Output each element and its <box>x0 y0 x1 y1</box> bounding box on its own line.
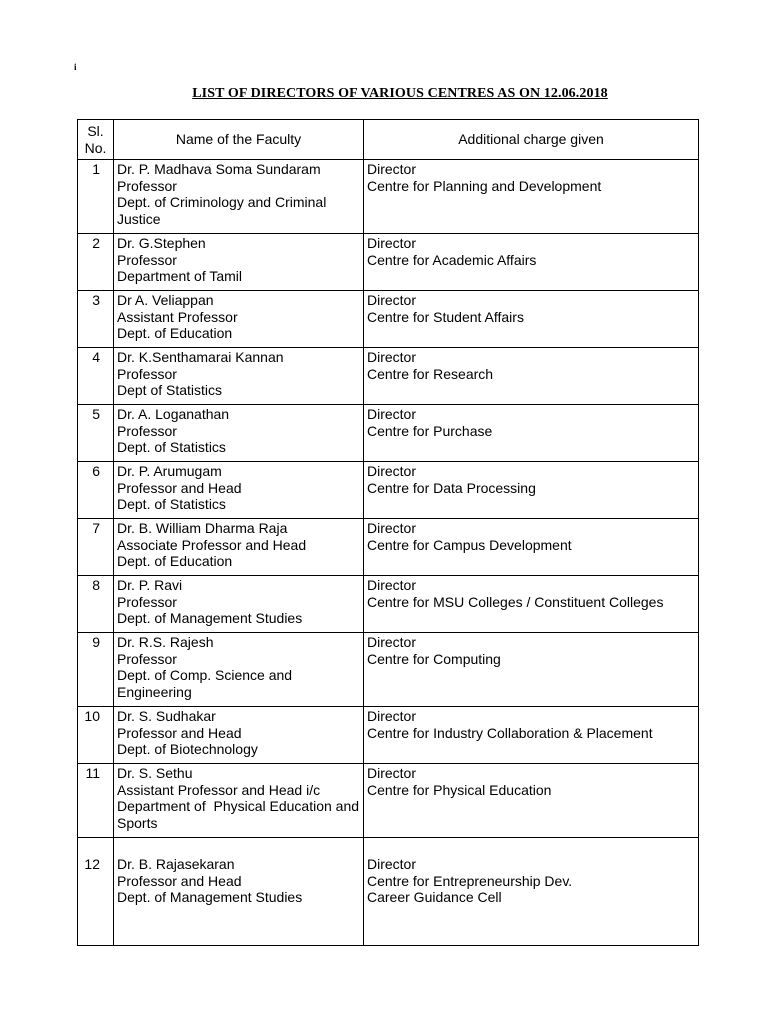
faculty-name: Dr. P. Ravi <box>117 577 183 593</box>
row-charge <box>364 405 699 462</box>
faculty-name: Dr. S. Sethu <box>117 765 193 781</box>
faculty-name: Dr. P. Madhava Soma Sundaram <box>117 161 321 177</box>
faculty-department: Dept. of Education <box>117 325 233 342</box>
table-row <box>78 291 699 348</box>
charge-title: Director <box>367 349 417 365</box>
charge-centre: Centre for MSU Colleges / Constituent Colleges <box>367 593 664 610</box>
faculty-name: Dr. A. Loganathan <box>117 406 230 422</box>
faculty-department: Dept. of Criminology and Criminal Justice <box>117 194 327 228</box>
row-faculty <box>114 707 364 764</box>
row-charge <box>364 519 699 576</box>
faculty-name: Dr. S. Sudhakar <box>117 708 216 724</box>
table-row <box>78 707 699 764</box>
row-sl: 6 <box>78 462 114 519</box>
row-sl: 2 <box>78 234 114 291</box>
row-charge <box>364 234 699 291</box>
table-row <box>78 405 699 462</box>
faculty-designation: Professor and Head <box>117 872 242 889</box>
table-row <box>78 633 699 707</box>
faculty-name: Dr. B. Rajasekaran <box>117 856 235 872</box>
faculty-designation: Associate Professor and Head <box>117 536 307 553</box>
row-faculty <box>114 838 364 946</box>
faculty-department: Dept. of Education <box>117 553 233 570</box>
charge-centre: Centre for Planning and Development <box>367 177 602 194</box>
document-title: LIST OF DIRECTORS OF VARIOUS CENTRES AS ON 12.06.2018 <box>192 86 608 101</box>
row-sl: 9 <box>78 633 114 707</box>
row-faculty <box>114 160 364 234</box>
table-row <box>78 519 699 576</box>
faculty-name: Dr. K.Senthamarai Kannan <box>117 349 284 365</box>
row-sl: 7 <box>78 519 114 576</box>
table-row <box>78 764 699 838</box>
charge-title: Director <box>367 406 417 422</box>
table-row <box>78 348 699 405</box>
charge-centre: Centre for Industry Collaboration & Placement <box>367 724 653 741</box>
row-charge <box>364 576 699 633</box>
row-charge <box>364 291 699 348</box>
faculty-department: Dept. of Management Studies <box>117 610 303 627</box>
header-sl-no <box>78 120 114 160</box>
table-body <box>78 160 699 946</box>
row-sl: 12 <box>78 838 114 946</box>
row-charge <box>364 348 699 405</box>
faculty-name: Dr. R.S. Rajesh <box>117 634 214 650</box>
faculty-name: Dr. G.Stephen <box>117 235 206 251</box>
row-sl: 4 <box>78 348 114 405</box>
faculty-designation: Professor <box>117 422 177 439</box>
faculty-department: Department of Physical Education and Sports <box>117 798 375 832</box>
charge-title: Director <box>367 520 417 536</box>
faculty-name: Dr. B. William Dharma Raja <box>117 520 288 536</box>
charge-centre: Centre for Campus Development <box>367 536 572 553</box>
charge-extra: Career Guidance Cell <box>367 889 502 906</box>
charge-title: Director <box>367 235 417 251</box>
row-sl: 10 <box>78 707 114 764</box>
header-sl-line2: No. <box>84 139 107 156</box>
faculty-designation: Professor <box>117 365 177 382</box>
charge-centre: Centre for Computing <box>367 650 501 667</box>
charge-centre: Centre for Physical Education <box>367 781 552 798</box>
charge-title: Director <box>367 708 417 724</box>
row-faculty <box>114 348 364 405</box>
row-sl: 11 <box>78 764 114 838</box>
table-row <box>78 838 699 946</box>
charge-title: Director <box>367 292 417 308</box>
row-faculty <box>114 234 364 291</box>
row-sl: 8 <box>78 576 114 633</box>
faculty-department: Dept of Statistics <box>117 382 223 399</box>
charge-centre: Centre for Data Processing <box>367 479 536 496</box>
faculty-department: Dept. of Statistics <box>117 496 226 513</box>
charge-centre: Centre for Academic Affairs <box>367 251 537 268</box>
charge-centre: Centre for Entrepreneurship Dev. <box>367 872 573 889</box>
header-sl-line1: Sl. <box>87 122 104 139</box>
charge-centre: Centre for Purchase <box>367 422 493 439</box>
charge-centre: Centre for Research <box>367 365 494 382</box>
faculty-department: Dept. of Management Studies <box>117 889 303 906</box>
charge-title: Director <box>367 634 417 650</box>
faculty-designation: Assistant Professor and Head i/c <box>117 781 321 798</box>
faculty-designation: Assistant Professor <box>117 308 238 325</box>
charge-title: Director <box>367 577 417 593</box>
faculty-designation: Professor <box>117 177 177 194</box>
faculty-designation: Professor and Head <box>117 724 242 741</box>
charge-title: Director <box>367 463 417 479</box>
row-sl: 5 <box>78 405 114 462</box>
table-row <box>78 234 699 291</box>
table-row <box>78 160 699 234</box>
row-faculty <box>114 576 364 633</box>
table-header <box>78 120 699 160</box>
faculty-department: Dept. of Biotechnology <box>117 741 258 758</box>
row-faculty <box>114 462 364 519</box>
charge-title: Director <box>367 856 417 872</box>
row-charge <box>364 838 699 946</box>
faculty-designation: Professor and Head <box>117 479 242 496</box>
row-charge <box>364 160 699 234</box>
faculty-department: Department of Tamil <box>117 268 243 285</box>
corner-mark: i <box>74 62 77 72</box>
row-faculty <box>114 291 364 348</box>
directors-table <box>77 119 699 946</box>
table-row <box>78 462 699 519</box>
row-faculty <box>114 633 364 707</box>
faculty-designation: Professor <box>117 251 177 268</box>
header-name: Name of the Faculty <box>114 120 364 160</box>
row-faculty <box>114 764 375 838</box>
faculty-designation: Professor <box>117 593 177 610</box>
charge-title: Director <box>367 765 417 781</box>
faculty-department: Dept. of Comp. Science and Engineering <box>117 667 293 701</box>
row-charge <box>364 707 699 764</box>
header-charge: Additional charge given <box>364 120 699 160</box>
row-sl: 3 <box>78 291 114 348</box>
table-row <box>78 576 699 633</box>
row-sl: 1 <box>78 160 114 234</box>
faculty-name: Dr A. Veliappan <box>117 292 214 308</box>
row-charge <box>364 633 699 707</box>
faculty-designation: Professor <box>117 650 177 667</box>
row-faculty <box>114 405 364 462</box>
row-faculty <box>114 519 364 576</box>
charge-title: Director <box>367 161 417 177</box>
faculty-department: Dept. of Statistics <box>117 439 226 456</box>
charge-centre: Centre for Student Affairs <box>367 308 524 325</box>
faculty-name: Dr. P. Arumugam <box>117 463 222 479</box>
row-charge <box>364 462 699 519</box>
row-charge <box>364 764 699 838</box>
